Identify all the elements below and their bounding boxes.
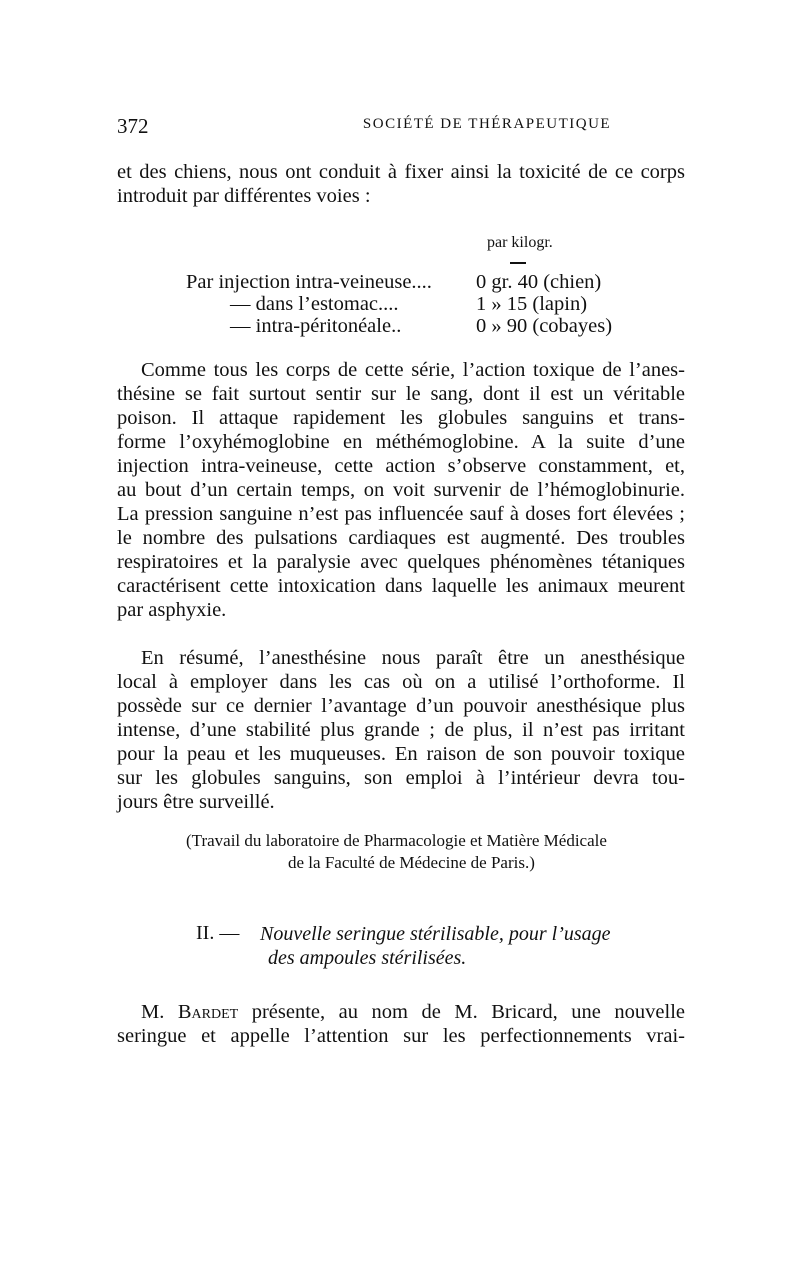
paragraph-line: sur les globules sanguins, son emploi à l’intérieur devra tou- [117, 767, 685, 789]
table-unit-label: par kilogr. [487, 234, 553, 251]
paragraph-line: caractérisent cette intoxication dans laquelle les animaux meurent [117, 575, 685, 597]
table-row-dose: 0 » 90 (cobayes) [476, 315, 613, 337]
table-row-route: Par injection intra-veineuse.... [186, 271, 432, 293]
paragraph-line: forme l’oxyhémoglobine en méthémoglobine. A la suite d’une [117, 431, 685, 453]
table-row-route: — intra-péritonéale.. [230, 315, 402, 337]
paragraph-line: thésine se fait surtout sentir sur le sang, dont il est un véritable [117, 383, 685, 405]
unit-underline [510, 262, 526, 264]
paragraph-line: possède sur ce dernier l’avantage d’un pouvoir anesthésique plus [117, 695, 685, 717]
paragraph-line: au bout d’un certain temps, on voit survenir de l’hémoglobinurie. [117, 479, 685, 501]
closing-prefix: M. [141, 1001, 165, 1023]
paragraph-line: injection intra-veineuse, cette action s’observe constamment, et, [117, 455, 685, 477]
closing-line-1-rest: présente, au nom de M. Bricard, une nouvelle [251, 1001, 686, 1023]
section-number: II. — [196, 922, 240, 944]
closing-line-2: seringue et appelle l’attention sur les perfectionnements vrai- [117, 1025, 685, 1047]
intro-line-2: introduit par différentes voies : [117, 185, 371, 207]
intro-line-1: et des chiens, nous ont conduit à fixer ainsi la toxicité de ce corps [117, 161, 685, 183]
table-row-dose: 0 gr. 40 (chien) [476, 271, 602, 293]
paragraph-line: pour la peau et les muqueuses. En raison de son pouvoir toxique [117, 743, 685, 765]
paragraph-line: En résumé, l’anesthésine nous paraît être un anesthésique [141, 647, 685, 669]
section-title-line-1: Nouvelle seringue stérilisable, pour l’usage [260, 923, 611, 945]
paragraph-line: La pression sanguine n’est pas influencée sauf à doses fort élevées ; [117, 503, 685, 525]
credit-line-1: (Travail du laboratoire de Pharmacologie et Matière Médicale [186, 831, 607, 850]
running-title: SOCIÉTÉ DE THÉRAPEUTIQUE [362, 116, 612, 132]
paragraph-line: local à employer dans les cas où on a utilisé l’orthoforme. Il [117, 671, 685, 693]
section-title-line-2: des ampoules stérilisées. [268, 947, 467, 969]
paragraph-line: respiratoires et la paralysie avec quelques phénomènes tétaniques [117, 551, 685, 573]
credit-line-2: de la Faculté de Médecine de Paris.) [288, 853, 535, 872]
paragraph-line: jours être surveillé. [117, 791, 275, 813]
paragraph-line: le nombre des pulsations cardiaques est augmenté. Des troubles [117, 527, 685, 549]
paragraph-line: poison. Il attaque rapidement les globules sanguins et trans- [117, 407, 685, 429]
table-row-dose: 1 » 15 (lapin) [476, 293, 588, 315]
closing-line-1 [141, 1000, 685, 1024]
running-header [117, 114, 685, 138]
paragraph-line: par asphyxie. [117, 599, 227, 621]
table-row-route: — dans l’estomac.... [230, 293, 399, 315]
page-number: 372 [117, 114, 149, 138]
person-name-bardet: Bardet [177, 1001, 239, 1023]
paragraph-line: Comme tous les corps de cette série, l’action toxique de l’anes- [141, 359, 685, 381]
paragraph-line: intense, d’une stabilité plus grande ; de plus, il n’est pas irritant [117, 719, 685, 741]
